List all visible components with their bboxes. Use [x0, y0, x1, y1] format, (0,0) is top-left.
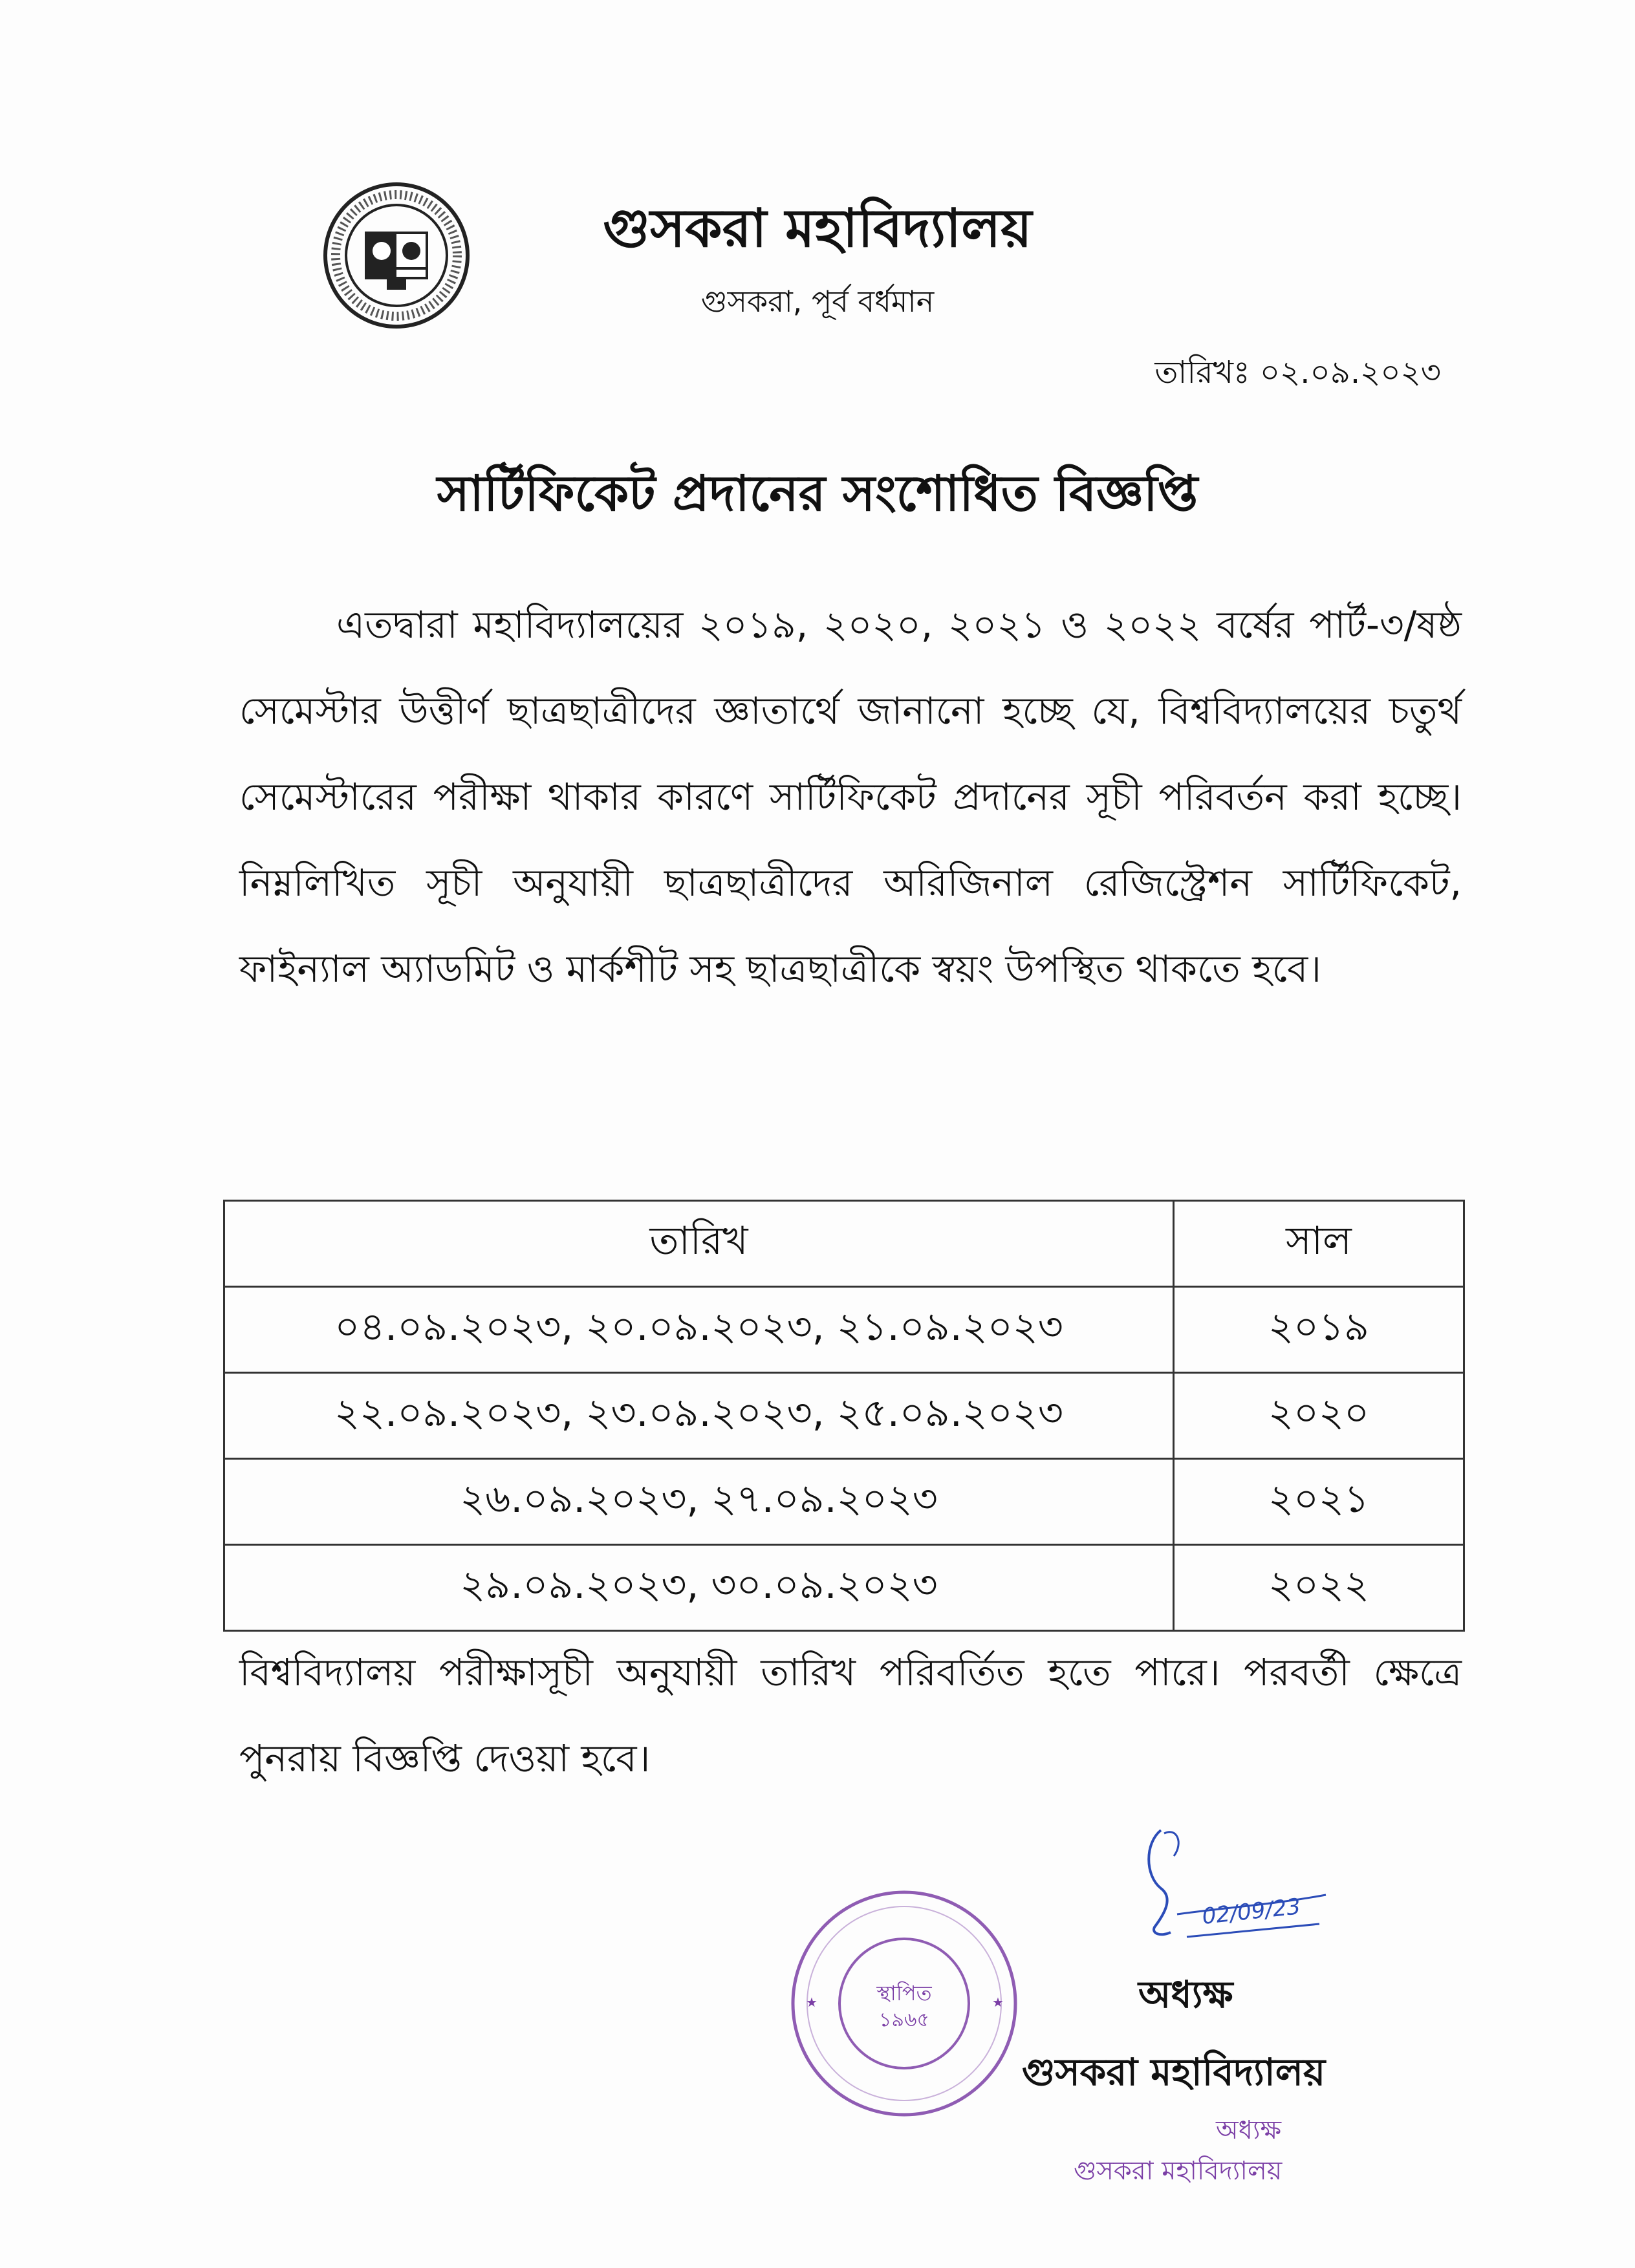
seal-year-text: ১৯৬৫ [879, 2009, 929, 2031]
table-cell-year: ২০২২ [1174, 1545, 1464, 1631]
designation-stamp-title: অধ্যক্ষ [1216, 2115, 1282, 2145]
table-row [224, 1545, 1464, 1631]
table-cell-year: ২০১৯ [1174, 1287, 1464, 1373]
principal-signature [1125, 1817, 1358, 1966]
table-row [224, 1373, 1464, 1459]
notice-footer: বিশ্ববিদ্যালয় পরীক্ষাসূচী অনুযায়ী তারিখ পরিবর্তিত হতে পারে। পরবর্তী ক্ষেত্রে পুনরায় বিজ্ঞপ্তি দেওয়া হবে। [239, 1650, 1462, 1780]
table-cell-year: ২০২১ [1174, 1459, 1464, 1545]
college-name: গুসকরা মহাবিদ্যালয় [603, 198, 1032, 259]
designation-stamp-college: গুসকরা মহাবিদ্যালয় [1074, 2156, 1283, 2186]
college-seal-stamp [788, 1887, 1021, 2120]
table-row [224, 1459, 1464, 1545]
signature-date: 02/09/23 [1200, 1894, 1302, 1930]
table-cell-dates: ০৪.০৯.২০২৩, ২০.০৯.২০২৩, ২১.০৯.২০২৩ [224, 1287, 1174, 1373]
table-header-row [224, 1201, 1464, 1287]
principal-title: অধ্যক্ষ [1138, 1972, 1233, 2016]
notice-body: এতদ্বারা মহাবিদ্যালয়ের ২০১৯, ২০২০, ২০২১ ও ২০২২ বর্ষের পার্ট-৩/ষষ্ঠ সেমেস্টার উত্তীর্ণ ছাত্রছাত্রীদের জ্ঞাতার্থে জানানো হচ্ছে যে, বিশ্ববিদ্যালয়ের চতুর্থ সেমেস্টারের পরীক্ষা থাকার কারণে সার্টিফিকেট প্রদানের সূচী পরিবর্তন করা হচ্ছে। নিম্নলিখিত সূচী অনুযায়ী ছাত্রছাত্রীদের অরিজিনাল রেজিস্ট্রেশন সার্টিফিকেট, ফাইন্যাল অ্যাডমিট ও মার্কশীট সহ ছাত্রছাত্রীকে স্বয়ং উপস্থিত থাকতে হবে। [239, 603, 1462, 991]
table-cell-dates: ২৯.০৯.২০২৩, ৩০.০৯.২০২৩ [224, 1545, 1174, 1631]
column-header-year: সাল [1174, 1201, 1464, 1287]
notice-date: তারিখঃ ০২.০৯.২০২৩ [1154, 354, 1441, 391]
principal-college: গুসকরা মহাবিদ্যালয় [1022, 2050, 1326, 2094]
college-address: গুসকরা, পূর্ব বর্ধমান [700, 284, 935, 319]
table-cell-dates: ২৬.০৯.২০২৩, ২৭.০৯.২০২৩ [224, 1459, 1174, 1545]
certificate-schedule-table [223, 1200, 1465, 1632]
table-cell-dates: ২২.০৯.২০২৩, ২৩.০৯.২০২৩, ২৫.০৯.২০২৩ [224, 1373, 1174, 1459]
notice-title: সার্টিফিকেট প্রদানের সংশোধিত বিজ্ঞপ্তি [437, 464, 1198, 522]
svg-text:★: ★ [992, 1994, 1004, 2010]
column-header-date: তারিখ [224, 1201, 1174, 1287]
table-cell-year: ২০২০ [1174, 1373, 1464, 1459]
table-row [224, 1287, 1464, 1373]
svg-text:★: ★ [806, 1994, 817, 2010]
seal-center-text: স্থাপিত [876, 1981, 932, 2005]
